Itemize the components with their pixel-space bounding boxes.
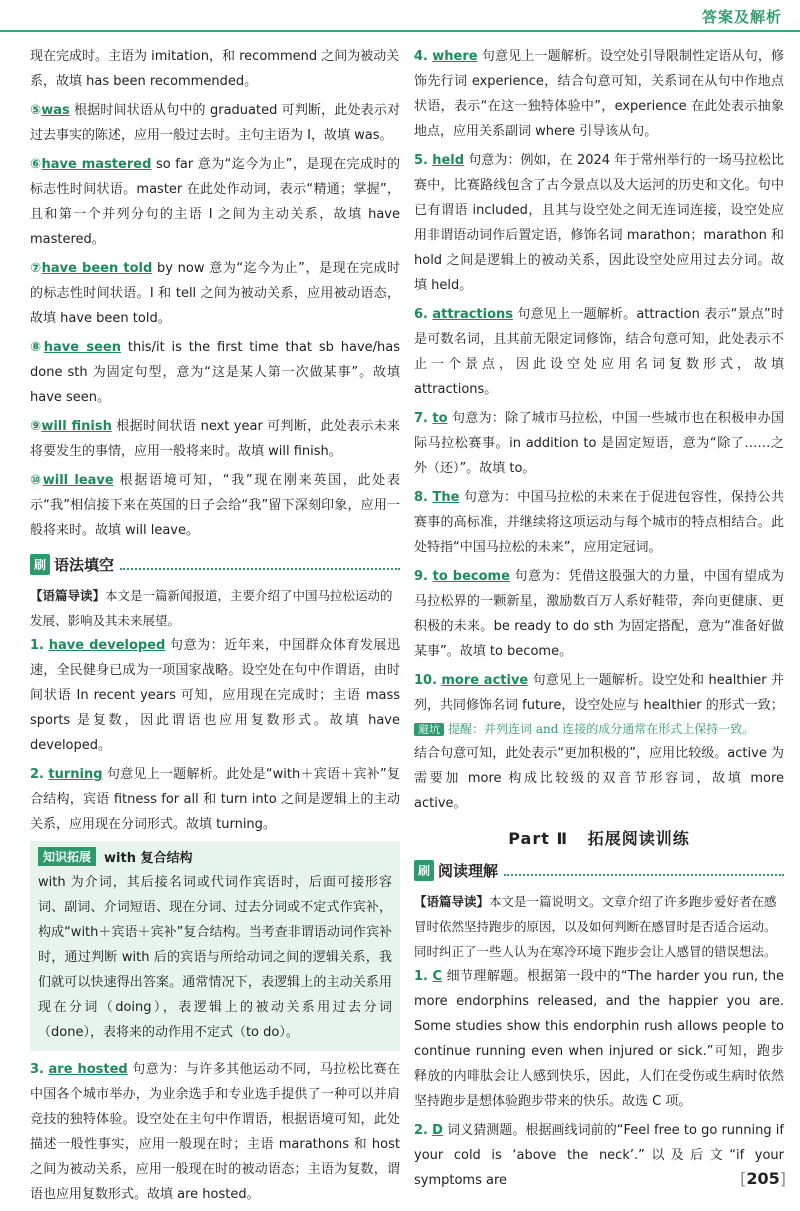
question-item-5 bbox=[414, 148, 784, 298]
answer-text: have mastered bbox=[41, 157, 152, 172]
item-number: ⑩ bbox=[30, 473, 43, 488]
answer-item-7 bbox=[30, 256, 400, 331]
explanation: 句意为：中国马拉松的未来在于促进包容性，保持公共赛事的高标准，并继续将这项运动与每个城市的特点相结合。此处特指“中国马拉松的未来”，应用定冠词。 bbox=[414, 490, 784, 555]
explanation: 根据时间状语 next year 可判断，此处表示未来将要发生的事情，应用一般将来时。故填 will finish。 bbox=[30, 419, 400, 459]
item-number: 4. bbox=[414, 49, 428, 64]
guide-label: 【语篇导读】 bbox=[30, 588, 106, 603]
item-number: 7. bbox=[414, 411, 428, 426]
page-number-bracket-right: ] bbox=[779, 1169, 786, 1188]
explanation: 句意为：近年来，中国群众体育发展迅速，全民健身已成为一项国家战略。设空处在句中作谓语，由时间状语 In recent years 可知，应用现在完成时；主语 mass sports 是复数，因此谓语也应用复数形式。故填 have developed。 bbox=[30, 638, 400, 753]
answer-text: more active bbox=[441, 673, 529, 688]
section-divider bbox=[120, 558, 400, 570]
explanation: 句意见上一题解析。attraction 表示“景点”时是可数名词，且其前无限定词修饰，结合句意可知，此处表示不止一个景点，因此设空处应用名词复数形式，故填 attractions。 bbox=[414, 307, 784, 397]
reading-item-1 bbox=[414, 964, 784, 1114]
item-number: 5. bbox=[414, 153, 428, 168]
item-number: ⑦ bbox=[30, 261, 42, 276]
passage-guide bbox=[30, 583, 400, 633]
explanation: 句意见上一题解析。设空处和 healthier 并列，共同修饰名词 future，设空处应与 healthier 的形式一致； bbox=[414, 673, 784, 713]
question-item-1 bbox=[30, 633, 400, 758]
guide-label: 【语篇导读】 bbox=[414, 894, 490, 909]
answer-text: have seen bbox=[43, 340, 121, 355]
explanation: 句意为：与许多其他运动不同，马拉松比赛在中国各个城市举办，为业余选手和专业选手提供了一种可以并肩竞技的独特体验。设空处在主句中作谓语，根据语境可知，此处描述一般性事实，应用一般现在时；主语 marathons 和 host 之间为被动关系，应用一般现在时的被动语态；主语为复数，谓语也应用复数形式。故填 are hosted。 bbox=[30, 1062, 400, 1202]
explanation: 词义猜测题。根据画线词前的“Feel free to go running if your cold is ‘above the neck’.”以及后文“if your symptoms are bbox=[414, 1123, 784, 1188]
item-number: 10. bbox=[414, 673, 438, 688]
answer-item-9 bbox=[30, 414, 400, 464]
right-column bbox=[414, 44, 784, 1197]
answer-item-6 bbox=[30, 152, 400, 252]
page-number-bracket-left: [ bbox=[740, 1169, 747, 1188]
extension-header bbox=[38, 847, 392, 866]
page-header bbox=[0, 0, 800, 30]
question-item-2 bbox=[30, 762, 400, 837]
explanation: 根据时间状语从句中的 graduated 可判断，此处表示对过去事实的陈述，应用一般过去时。主句主语为 I，故填 was。 bbox=[30, 103, 401, 143]
section-badge: 刷 bbox=[30, 554, 50, 575]
item-number: 6. bbox=[414, 307, 428, 322]
question-item-7 bbox=[414, 406, 784, 481]
header-title: 答案及解析 bbox=[701, 8, 782, 26]
question-item-10 bbox=[414, 668, 784, 718]
item-number: 9. bbox=[414, 569, 428, 584]
answer-item-8 bbox=[30, 335, 400, 410]
guide-text: 本文是一篇说明文。文章介绍了许多跑步爱好者在感冒时依然坚持跑步的原因，以及如何判断在感冒时是否适合运动。同时纠正了一些人认为在寒冷环境下跑步会让人感冒的错误想法。 bbox=[414, 894, 777, 959]
answer-text: have been told bbox=[41, 261, 153, 276]
question-item-6 bbox=[414, 302, 784, 402]
left-column bbox=[30, 44, 400, 1211]
answer-text: to bbox=[432, 411, 448, 426]
page-number bbox=[740, 1169, 786, 1188]
explanation: by now 意为“迄今为止”，是现在完成时的标志性时间状语。I 和 tell 之间为被动关系，应用被动语态，故填 have been told。 bbox=[30, 261, 400, 326]
explanation: 句意见上一题解析。此处是“with＋宾语＋宾补”复合结构，宾语 fitness for all 和 turn into 之间是逻辑上的主动关系，应用现在分词形式。故填 turning。 bbox=[30, 767, 400, 832]
page-number-value: 205 bbox=[746, 1169, 780, 1188]
answer-item-10 bbox=[30, 468, 400, 543]
pitfall-note bbox=[414, 718, 784, 741]
section-badge: 刷 bbox=[414, 860, 434, 881]
part-label: Part Ⅱ bbox=[508, 829, 568, 848]
item-number: 1. bbox=[414, 969, 428, 984]
answer-text: The bbox=[432, 490, 460, 505]
explanation: 句意为：除了城市马拉松，中国一些城市也在积极申办国际马拉松赛事。in addition to 是固定短语，意为“除了……之外（还）”。故填 to。 bbox=[414, 411, 784, 476]
answer-text: will finish bbox=[41, 419, 112, 434]
extension-text: with 为介词，其后接名词或代词作宾语时，后面可接形容词、副词、介词短语、现在分词、过去分词或不定式作宾补，构成“with＋宾语＋宾补”复合结构。当考查非谓语动词作宾补时，通过判断 with 后的宾语与所给动词之间的逻辑关系，我们就可以快速得出答案。通常情况下，表逻辑上的主动关系用现在分词（doing），表逻辑上的被动关系用过去分词（done），表将来的动作用不定式（to do）。 bbox=[38, 875, 392, 1040]
extension-title: with 复合结构 bbox=[104, 851, 193, 866]
answer-text: was bbox=[41, 103, 70, 118]
item-number: ⑥ bbox=[30, 157, 42, 172]
question-item-4 bbox=[414, 44, 784, 144]
part-heading bbox=[414, 826, 784, 849]
question-item-10-continued: 结合句意可知，此处表示“更加积极的”，应用比较级。active 为需要加 more 构成比较级的双音节形容词，故填 more active。 bbox=[414, 746, 784, 811]
explanation: 句意见上一题解析。设空处引导限制性定语从句，修饰先行词 experience，结合句意可知，关系词在从句中作地点状语，表示“在这一独特体验中”，experience 在此处表示抽象地点，应用关系副词 where 引导该从句。 bbox=[414, 49, 784, 139]
section-heading-reading bbox=[414, 857, 784, 883]
section-title: 阅读理解 bbox=[438, 861, 499, 880]
guide-text: 本文是一篇新闻报道，主要介绍了中国马拉松运动的发展、影响及其未来展望。 bbox=[30, 588, 393, 628]
section-title: 语法填空 bbox=[54, 555, 115, 574]
extension-badge: 知识拓展 bbox=[38, 847, 96, 866]
answer-text: where bbox=[432, 49, 478, 64]
explanation: 句意为：凭借这股强大的力量，中国有望成为马拉松界的一颗新星，激励数百万人系好鞋带，奔向更健康、更积极的未来。be ready to do sth 为固定搭配，意为“准备好做某事”。故填 to become。 bbox=[414, 569, 784, 659]
answer-text: C bbox=[432, 969, 443, 984]
answer-text: have developed bbox=[48, 638, 166, 653]
header-rule bbox=[0, 30, 800, 32]
knowledge-extension-box bbox=[30, 841, 400, 1051]
explanation: 细节理解题。根据第一段中的“The harder you run, the more endorphins released, and the happier you are. Some studies show this endorphin rush allows people to continue running even when injured or sick.”可知，跑步释放的内啡肽会让人感到快乐，因此，人们在受伤或生病时依然坚持跑步是想体验跑步带来的快乐。故选 C 项。 bbox=[414, 969, 784, 1109]
question-item-9 bbox=[414, 564, 784, 664]
answer-text: to become bbox=[432, 569, 510, 584]
answer-text: attractions bbox=[432, 307, 514, 322]
section-divider bbox=[504, 864, 784, 876]
pitfall-badge: 避坑 bbox=[414, 723, 444, 736]
item-number: 2. bbox=[30, 767, 44, 782]
explanation: this/it is the first time that sb have/has done sth 为固定句型，意为“这是某人第一次做某事”。故填 have seen。 bbox=[30, 340, 400, 405]
intro-line-0: 现在完成时。主语为 imitation，和 recommend 之间为被动关 bbox=[30, 49, 400, 64]
passage-guide bbox=[414, 889, 784, 964]
item-number: 3. bbox=[30, 1062, 44, 1077]
explanation: 根据语境可知，“我”现在刚来英国，此处表示“我”相信接下来在英国的日子会给“我”留下深刻印象，应用一般将来时。故填 will leave。 bbox=[30, 473, 400, 538]
question-item-3 bbox=[30, 1057, 400, 1207]
item-number: ⑤ bbox=[30, 103, 42, 118]
part-title: 拓展阅读训练 bbox=[587, 829, 690, 848]
item-number: 1. bbox=[30, 638, 44, 653]
answer-text: turning bbox=[48, 767, 103, 782]
item-number: 2. bbox=[414, 1123, 428, 1138]
answer-text: will leave bbox=[42, 473, 114, 488]
question-item-8 bbox=[414, 485, 784, 560]
answer-text: are hosted bbox=[48, 1062, 128, 1077]
section-heading-grammar bbox=[30, 551, 400, 577]
item-number: ⑧ bbox=[30, 340, 44, 355]
explanation: so far 意为“迄今为止”，是现在完成时的标志性时间状语。master 在此处作动词，表示“精通；掌握”，且和第一个并列分句的主语 I 之间为主动关系，故填 have mastered。 bbox=[30, 157, 400, 247]
item-number: ⑨ bbox=[30, 419, 42, 434]
pitfall-text: 提醒：并列连词 and 连接的成分通常在形式上保持一致。 bbox=[448, 722, 755, 736]
explanation: 句意为：例如，在 2024 年于常州举行的一场马拉松比赛中，比赛路线包含了古今景点以及大运河的历史和文化。句中已有谓语 included，且其与设空处之间无连词连接，设空处应用非谓语动词作后置定语，修饰名词 marathon；marathon 和 hold 之间是逻辑上的被动关系，因此设空处应用过去分词。故填 held。 bbox=[414, 153, 784, 293]
intro-line-1: 系，故填 has been recommended。 bbox=[30, 74, 258, 89]
answer-item-5 bbox=[30, 98, 400, 148]
answer-text: D bbox=[432, 1123, 443, 1138]
answer-text: held bbox=[432, 153, 465, 168]
reading-item-2 bbox=[414, 1118, 784, 1193]
item-number: 8. bbox=[414, 490, 428, 505]
